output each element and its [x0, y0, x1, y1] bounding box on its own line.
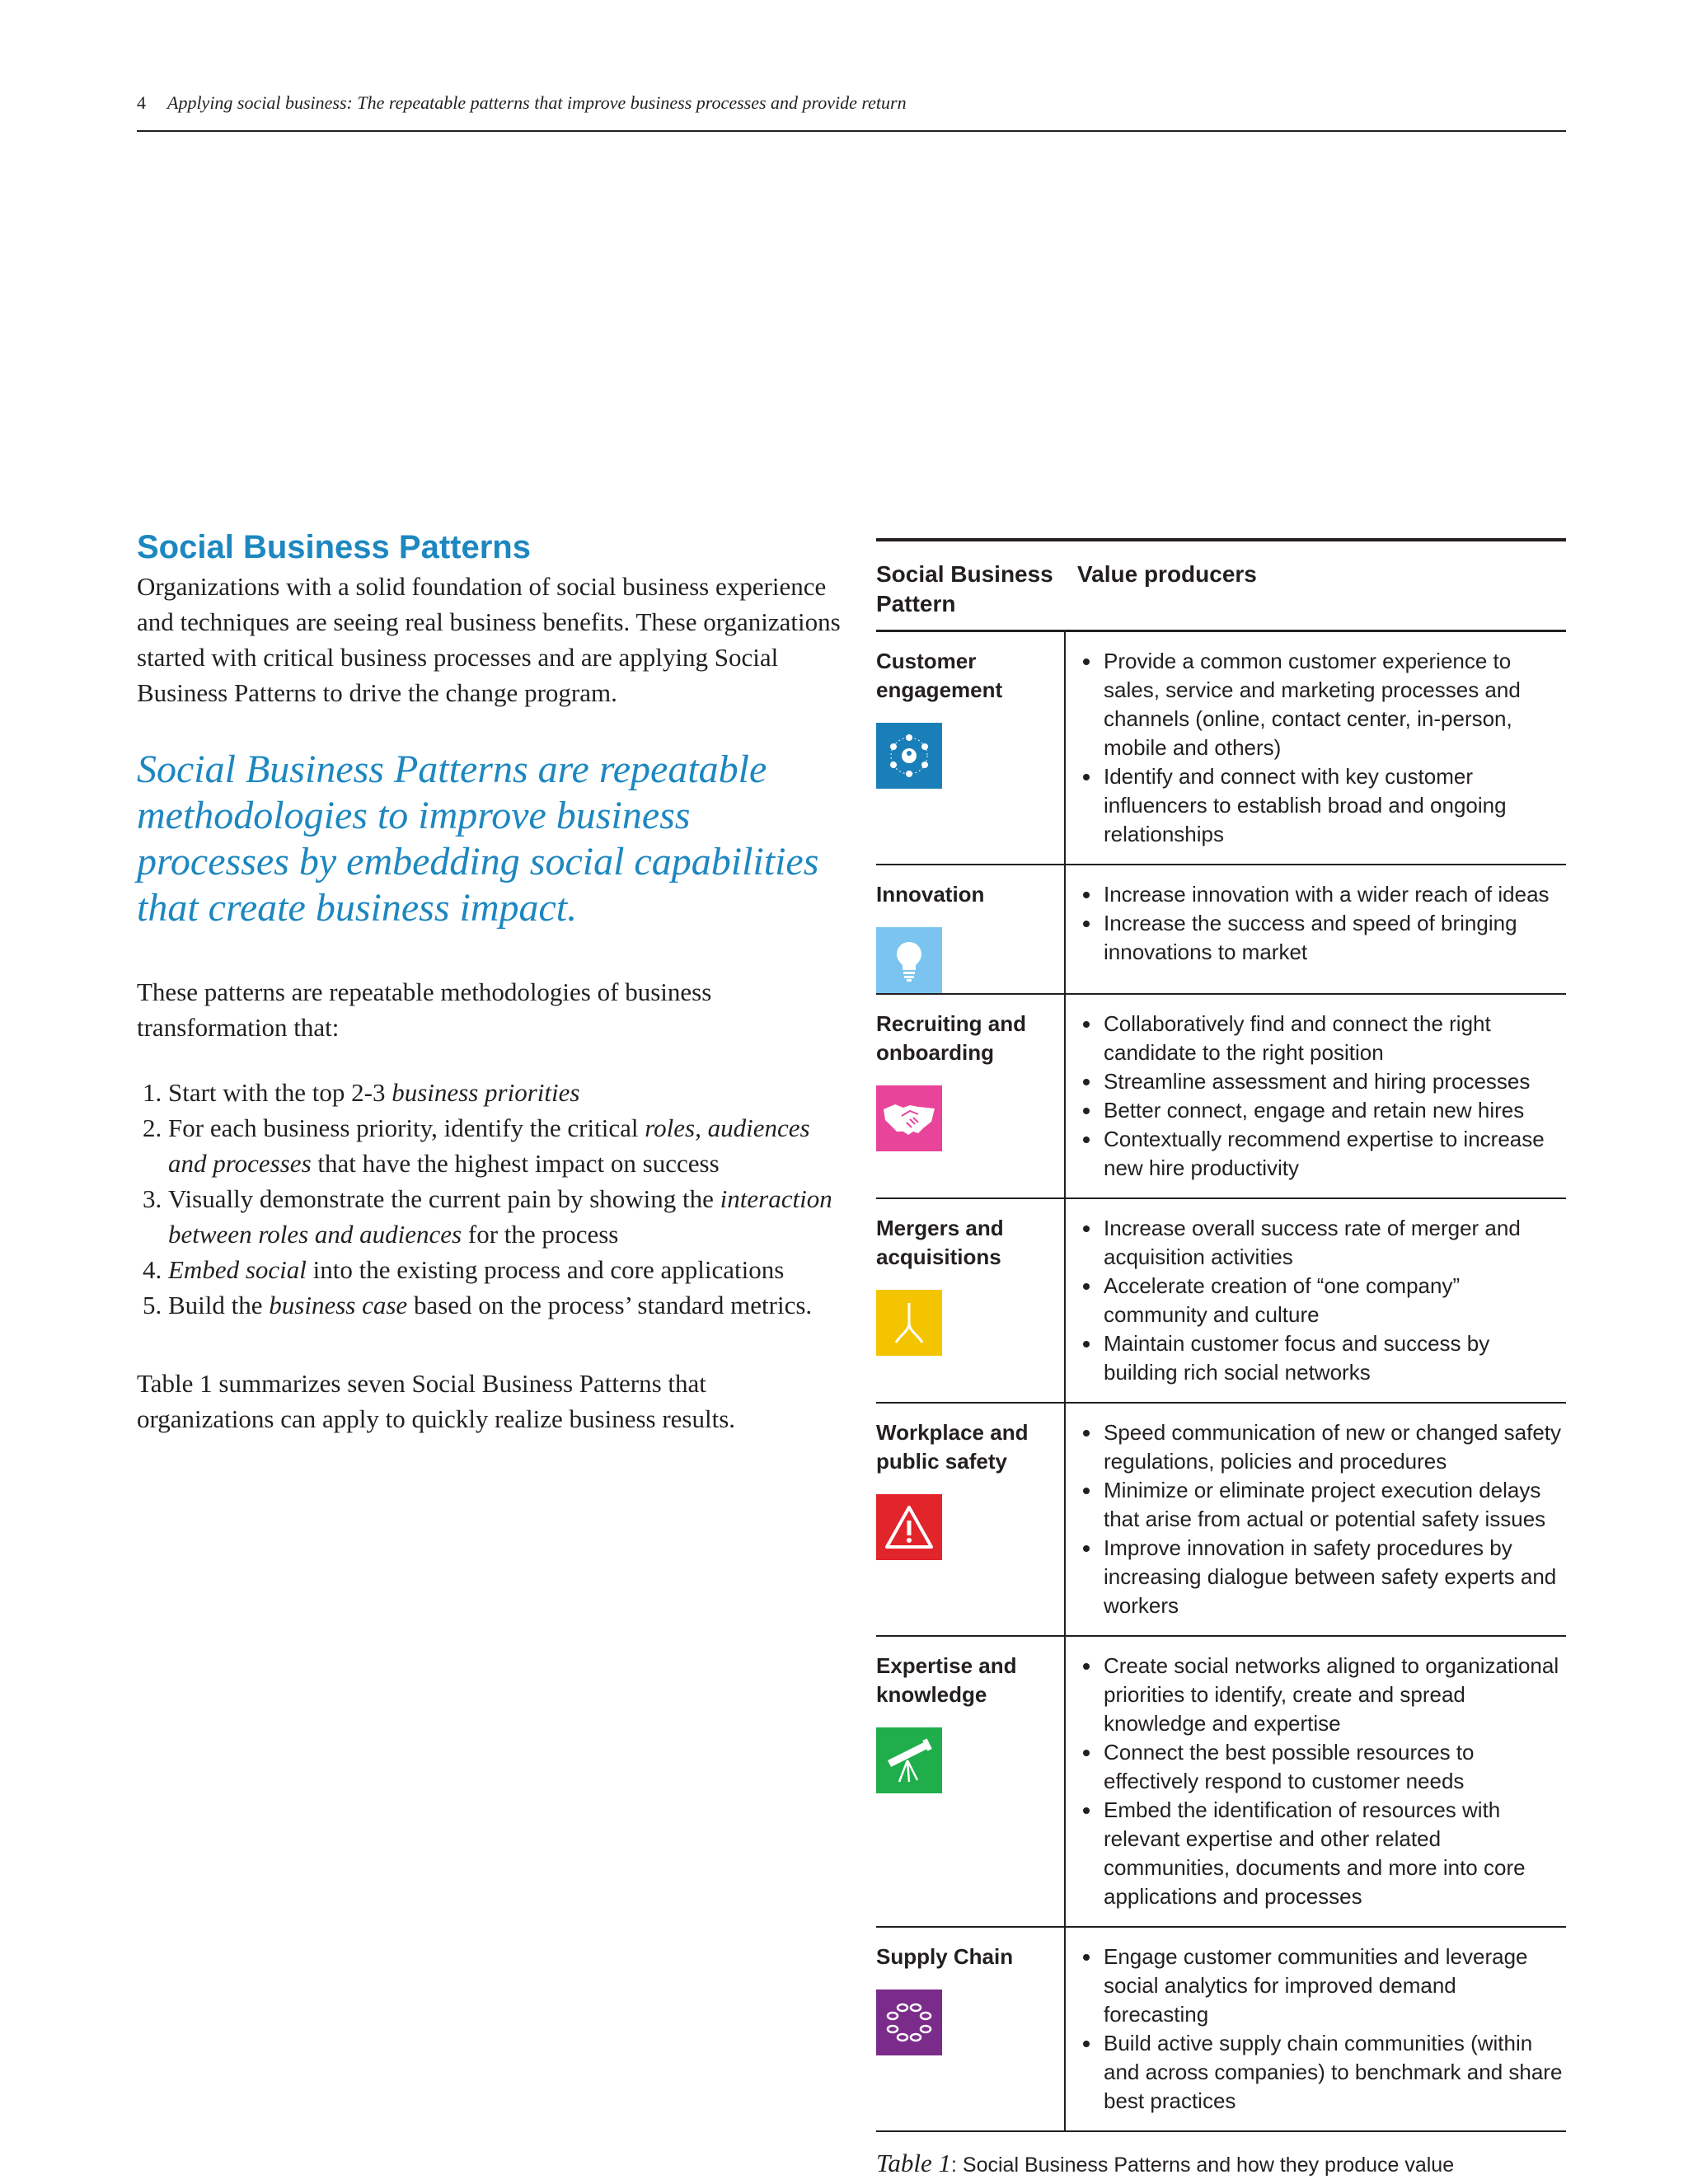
merge-icon — [876, 1290, 942, 1356]
chain-icon — [876, 1990, 942, 2055]
list-item: • Minimize or eliminate project execution delays that arise from actual or potential safety issues — [1102, 1476, 1566, 1534]
pattern-name: Customer engagement — [876, 649, 1003, 702]
table-row — [876, 1928, 1566, 2132]
list-item: • Create social networks aligned to organizational priorities to identify, create and spread knowledge and expertise — [1102, 1652, 1566, 1738]
list-item: • Contextually recommend expertise to increase new hire productivity — [1102, 1125, 1566, 1183]
list-item: 5. Build the business case based on the process’ standard metrics. — [168, 1287, 846, 1323]
list-item: • Collaboratively find and connect the right candidate to the right position — [1102, 1010, 1566, 1067]
handshake-icon — [876, 1085, 942, 1151]
pattern-name: Mergers and acquisitions — [876, 1216, 1004, 1269]
column-header-pattern: Social Business Pattern — [876, 561, 1053, 616]
list-item: • Speed communication of new or changed safety regulations, policies and procedures — [1102, 1418, 1566, 1476]
list-item: • Identify and connect with key customer influencers to establish broad and ongoing relationships — [1102, 762, 1566, 849]
list-item: • Improve innovation in safety procedures by increasing dialogue between safety experts and workers — [1102, 1534, 1566, 1620]
patterns-table — [876, 538, 1566, 2178]
list-item: • Streamline assessment and hiring processes — [1102, 1067, 1566, 1096]
list-item: • Embed the identification of resources with relevant expertise and other related communities, documents and more into core applications and processes — [1102, 1796, 1566, 1911]
caption-label: Table 1 — [876, 2149, 952, 2177]
lightbulb-icon — [876, 927, 942, 993]
list-item: 3. Visually demonstrate the current pain by showing the interaction between roles and audiences for the process — [168, 1181, 846, 1252]
table-row — [876, 1404, 1566, 1637]
table-row — [876, 995, 1566, 1199]
table-header — [876, 541, 1566, 632]
steps-list — [137, 1075, 846, 1323]
list-item: • Connect the best possible resources to effectively respond to customer needs — [1102, 1738, 1566, 1796]
section-title: Social Business Patterns — [137, 529, 531, 565]
value-producers-list — [1066, 1010, 1566, 1183]
telescope-icon — [876, 1727, 942, 1793]
value-producers-list — [1066, 647, 1566, 849]
customer-network-icon — [876, 723, 942, 789]
lead-paragraph: These patterns are repeatable methodologies of business transformation that: — [137, 977, 712, 1042]
table-row — [876, 632, 1566, 865]
pull-quote: Social Business Patterns are repeatable methodologies to improve business processes by embedding social capabilities that create business impact. — [137, 748, 819, 930]
value-producers-list — [1066, 1652, 1566, 1911]
list-item: • Increase innovation with a wider reach of ideas — [1102, 880, 1566, 909]
list-item: • Accelerate creation of “one company” community and culture — [1102, 1272, 1566, 1329]
pattern-name: Innovation — [876, 882, 985, 907]
pattern-name: Supply Chain — [876, 1944, 1014, 1969]
list-item: • Better connect, engage and retain new hires — [1102, 1096, 1566, 1125]
table-row — [876, 1199, 1566, 1404]
caption-text: : Social Business Patterns and how they produce value — [951, 2154, 1455, 2177]
left-column — [137, 527, 846, 1436]
table-row — [876, 1637, 1566, 1928]
pattern-name: Workplace and public safety — [876, 1420, 1029, 1474]
running-title: Applying social business: The repeatable patterns that improve business processes and provide return — [167, 92, 907, 113]
list-item: 1. Start with the top 2-3 business priorities — [168, 1075, 846, 1110]
list-item: • Engage customer communities and leverage social analytics for improved demand forecasting — [1102, 1943, 1566, 2029]
value-producers-list — [1066, 1418, 1566, 1620]
warning-icon — [876, 1494, 942, 1560]
page-number: 4 — [137, 92, 146, 113]
value-producers-list — [1066, 1943, 1566, 2116]
list-item: • Increase overall success rate of merger and acquisition activities — [1102, 1214, 1566, 1272]
closing-paragraph: Table 1 summarizes seven Social Business Patterns that organizations can apply to quickly realize business results. — [137, 1369, 736, 1433]
list-item: • Maintain customer focus and success by building rich social networks — [1102, 1329, 1566, 1387]
list-item: • Provide a common customer experience to sales, service and marketing processes and channels (online, contact center, in-person, mobile and others) — [1102, 647, 1566, 762]
running-header — [137, 92, 1566, 132]
table-row — [876, 865, 1566, 995]
column-header-value: Value producers — [1077, 561, 1257, 587]
pattern-name: Expertise and knowledge — [876, 1653, 1017, 1707]
list-item: • Increase the success and speed of bringing innovations to market — [1102, 909, 1566, 967]
table-caption — [876, 2149, 1566, 2178]
value-producers-list — [1066, 880, 1566, 967]
pattern-name: Recruiting and onboarding — [876, 1011, 1027, 1065]
list-item: 2. For each business priority, identify the critical roles, audiences and processes that have the highest impact on success — [168, 1110, 846, 1181]
list-item: • Build active supply chain communities (within and across companies) to benchmark and share best practices — [1102, 2029, 1566, 2116]
intro-paragraph: Organizations with a solid foundation of social business experience and techniques are seeing real business benefits. These organizations started with critical business processes and are applying Social Business Patterns to drive the change program. — [137, 572, 841, 707]
list-item: 4. Embed social into the existing process and core applications — [168, 1252, 846, 1287]
value-producers-list — [1066, 1214, 1566, 1387]
